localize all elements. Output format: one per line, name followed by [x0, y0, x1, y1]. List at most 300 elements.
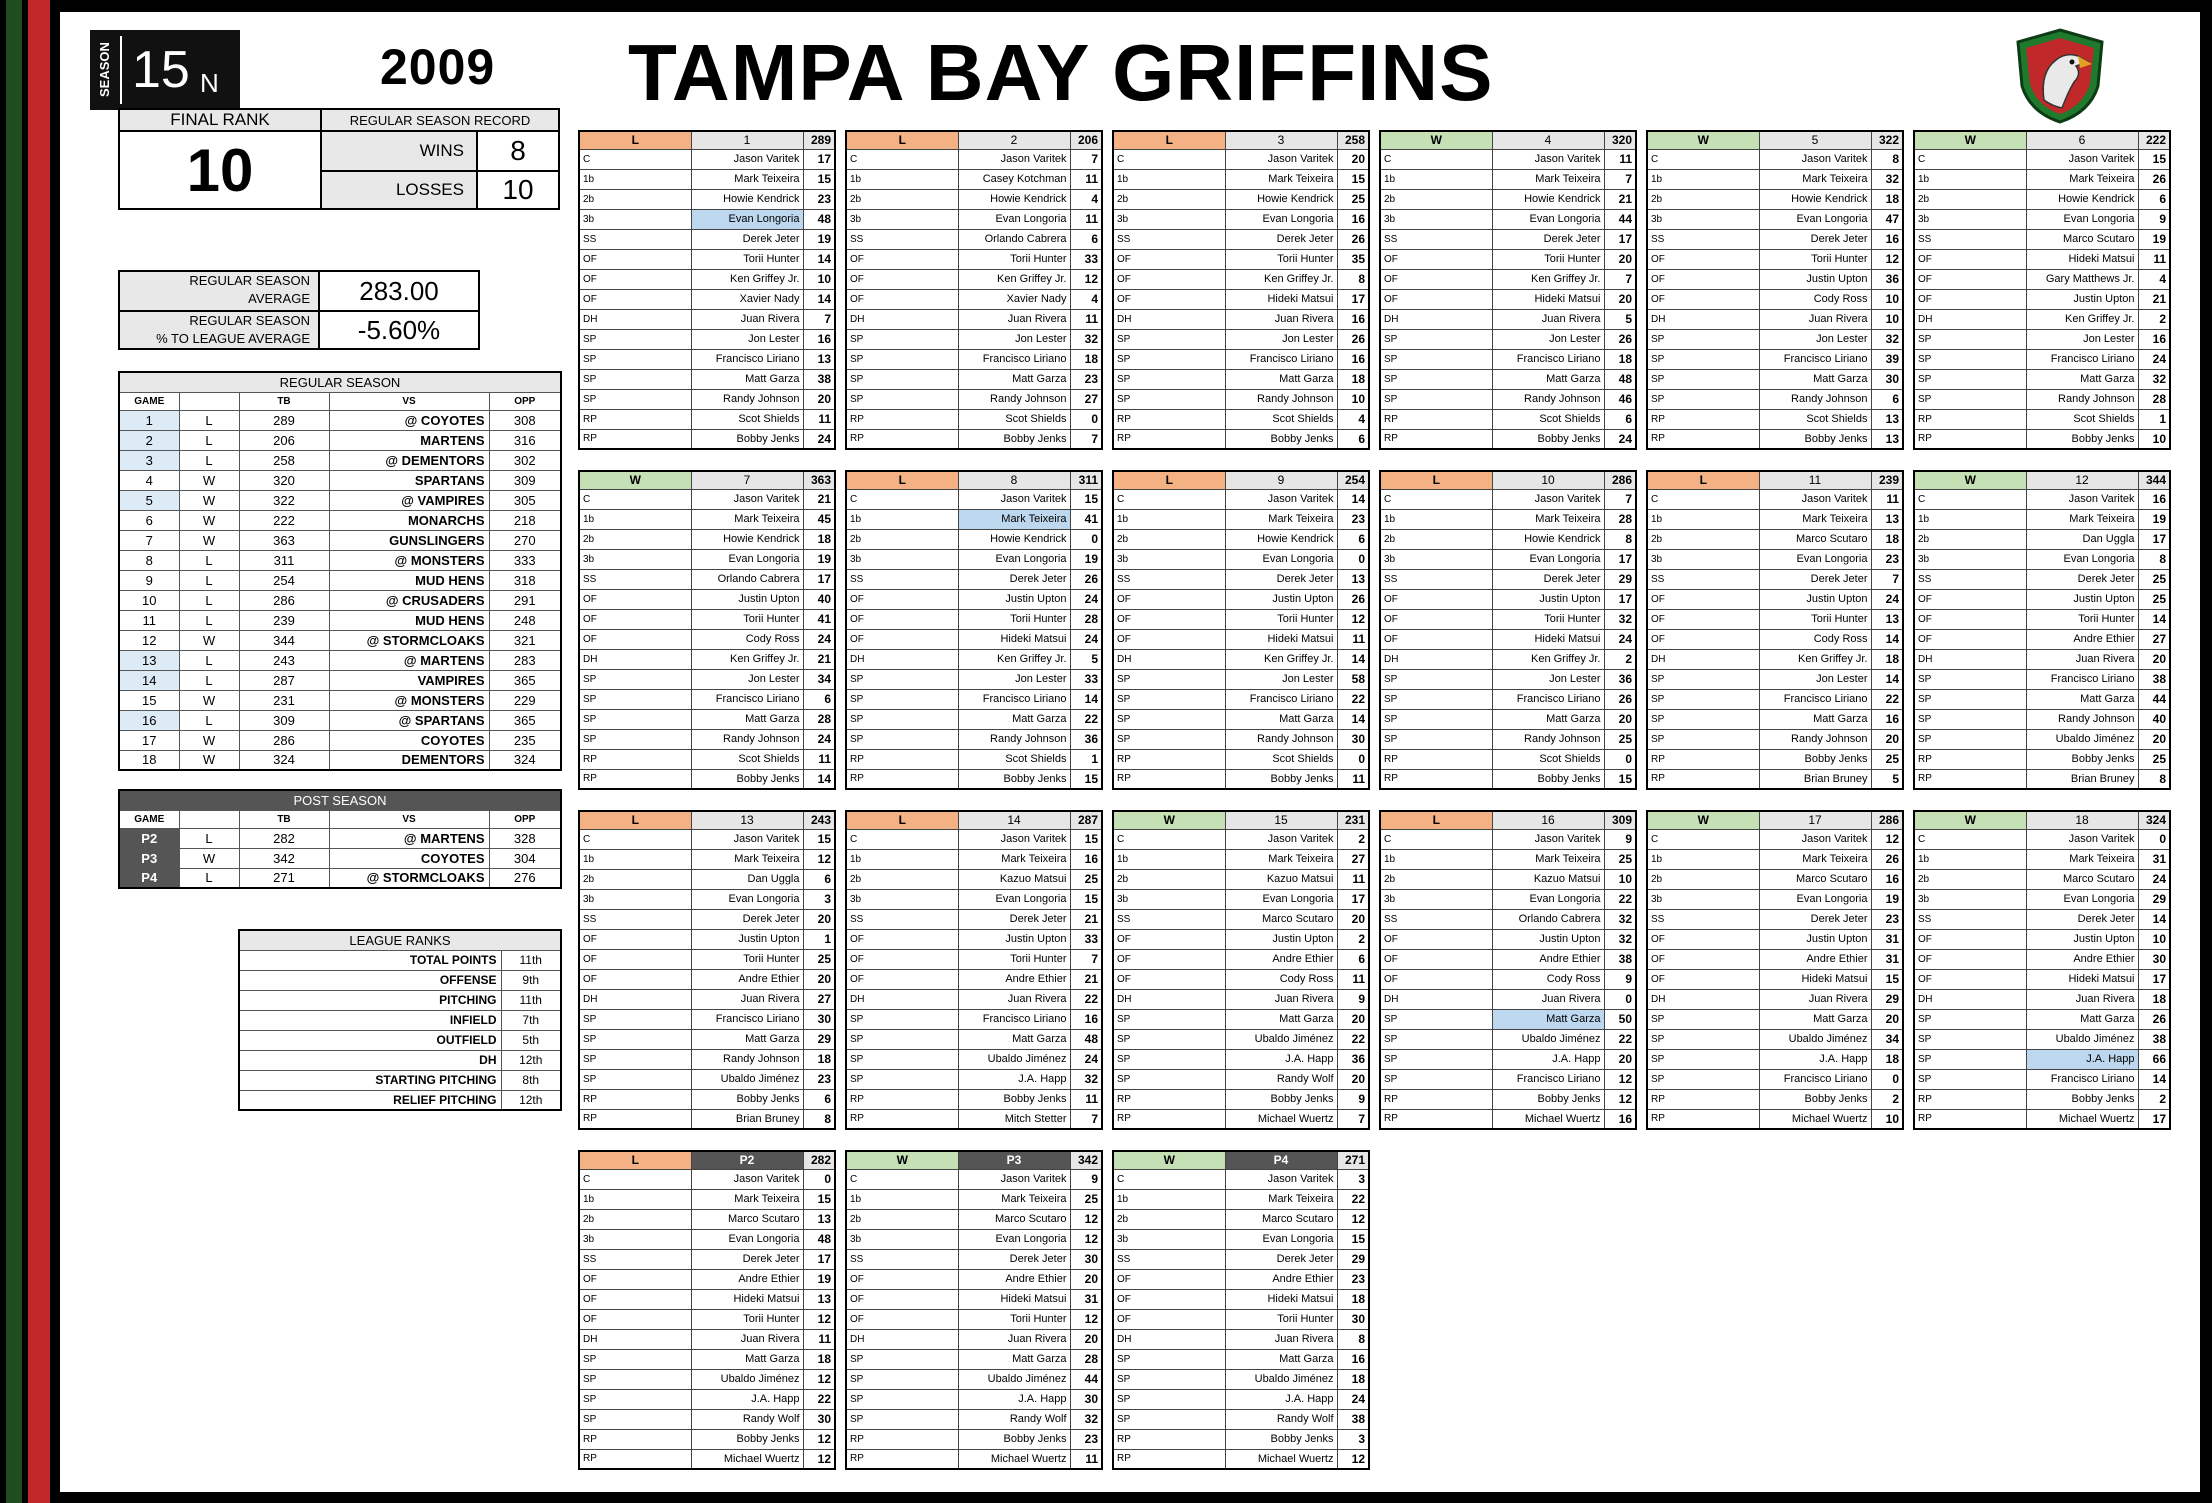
- position-label: OF: [1647, 969, 1759, 989]
- position-label: 3b: [846, 209, 958, 229]
- player-score: 26: [1604, 689, 1636, 709]
- player-row: [1647, 529, 1903, 549]
- player-row: [1113, 1269, 1369, 1289]
- position-label: OF: [1647, 949, 1759, 969]
- game-result-badge: W: [1647, 811, 1759, 829]
- position-label: RP: [1914, 1109, 2026, 1129]
- player-row: [579, 149, 835, 169]
- player-row: [579, 1429, 835, 1449]
- player-row: [1113, 389, 1369, 409]
- player-name: Evan Longoria: [2026, 209, 2138, 229]
- game-total: 239: [1871, 471, 1903, 489]
- player-name: Ken Griffey Jr.: [1225, 269, 1337, 289]
- position-label: OF: [1380, 269, 1492, 289]
- position-label: 3b: [1113, 1229, 1225, 1249]
- player-score: 2: [1871, 1089, 1903, 1109]
- player-name: Andre Ethier: [958, 1269, 1070, 1289]
- player-name: Bobby Jenks: [1759, 749, 1871, 769]
- position-label: DH: [1380, 989, 1492, 1009]
- regular-season-cell: GUNSLINGERS: [329, 530, 489, 550]
- player-row: [1914, 569, 2170, 589]
- position-label: OF: [1914, 629, 2026, 649]
- position-label: SS: [1113, 1249, 1225, 1269]
- player-row: [1380, 989, 1636, 1009]
- player-score: 18: [803, 529, 835, 549]
- position-label: DH: [579, 989, 691, 1009]
- game-total: 231: [1337, 811, 1369, 829]
- regular-season-cell: L: [179, 650, 239, 670]
- game-box-10: [1379, 470, 1637, 790]
- position-label: OF: [1647, 609, 1759, 629]
- regular-season-cell: 305: [489, 490, 561, 510]
- regular-season-cell: 322: [239, 490, 329, 510]
- player-score: 16: [2138, 329, 2170, 349]
- player-score: 11: [803, 1329, 835, 1349]
- player-row: [1647, 229, 1903, 249]
- player-score: 30: [803, 1409, 835, 1429]
- position-label: 3b: [846, 1229, 958, 1249]
- position-label: SS: [846, 569, 958, 589]
- position-label: 3b: [1914, 209, 2026, 229]
- player-row: [579, 729, 835, 749]
- position-label: SP: [579, 389, 691, 409]
- player-row: [1380, 509, 1636, 529]
- regular-season-row: [119, 610, 561, 630]
- position-label: 1b: [1380, 509, 1492, 529]
- position-label: SP: [1380, 349, 1492, 369]
- position-label: OF: [1380, 289, 1492, 309]
- player-name: Randy Wolf: [1225, 1409, 1337, 1429]
- player-name: Justin Upton: [691, 929, 803, 949]
- player-row: [579, 1389, 835, 1409]
- position-label: DH: [1914, 649, 2026, 669]
- player-row: [1380, 689, 1636, 709]
- position-label: OF: [1914, 609, 2026, 629]
- player-row: [1647, 729, 1903, 749]
- game-number: 12: [2026, 471, 2138, 489]
- player-name: Justin Upton: [1492, 929, 1604, 949]
- player-name: Juan Rivera: [691, 309, 803, 329]
- player-row: [1380, 1009, 1636, 1029]
- player-row: [1914, 989, 2170, 1009]
- player-row: [1914, 949, 2170, 969]
- game-total: 324: [2138, 811, 2170, 829]
- position-label: 3b: [579, 889, 691, 909]
- player-row: [1113, 1029, 1369, 1049]
- post-season-cell: L: [179, 868, 239, 888]
- player-score: 0: [1604, 989, 1636, 1009]
- position-label: SP: [1113, 389, 1225, 409]
- player-name: Brian Bruney: [2026, 769, 2138, 789]
- player-row: [846, 609, 1102, 629]
- player-score: 20: [1871, 729, 1903, 749]
- regular-season-cell: W: [179, 470, 239, 490]
- player-score: 11: [1070, 1449, 1102, 1469]
- player-name: Bobby Jenks: [691, 1089, 803, 1109]
- player-row: [1380, 849, 1636, 869]
- player-score: 16: [1337, 309, 1369, 329]
- post-season-cell: P2: [119, 828, 179, 848]
- player-score: 4: [1337, 409, 1369, 429]
- position-label: RP: [846, 1109, 958, 1129]
- player-row: [846, 549, 1102, 569]
- player-row: [579, 1349, 835, 1369]
- player-row: [1113, 769, 1369, 789]
- player-row: [1647, 509, 1903, 529]
- player-score: 10: [1337, 389, 1369, 409]
- player-row: [1113, 229, 1369, 249]
- player-name: Bobby Jenks: [1759, 429, 1871, 449]
- league-rank-row: [239, 1070, 561, 1090]
- player-score: 12: [803, 1449, 835, 1469]
- position-label: SS: [846, 1249, 958, 1269]
- position-label: DH: [1647, 309, 1759, 329]
- player-row: [1647, 569, 1903, 589]
- player-score: 25: [1070, 1189, 1102, 1209]
- player-score: 11: [1070, 1089, 1102, 1109]
- game-total: 342: [1070, 1151, 1102, 1169]
- player-name: Hideki Matsui: [2026, 249, 2138, 269]
- regular-season-col-header: GAME: [119, 392, 179, 410]
- player-row: [1113, 1169, 1369, 1189]
- player-row: [846, 569, 1102, 589]
- player-name: J.A. Happ: [691, 1389, 803, 1409]
- position-label: RP: [846, 1089, 958, 1109]
- position-label: SP: [846, 1349, 958, 1369]
- player-row: [1647, 549, 1903, 569]
- final-rank-value: 10: [186, 136, 254, 204]
- player-name: Michael Wuertz: [1225, 1449, 1337, 1469]
- player-name: J.A. Happ: [1759, 1049, 1871, 1069]
- game-result-badge: L: [846, 471, 958, 489]
- player-name: Cody Ross: [1225, 969, 1337, 989]
- player-name: Jon Lester: [1492, 669, 1604, 689]
- player-row: [579, 1009, 835, 1029]
- regular-season-col-header: VS: [329, 392, 489, 410]
- player-name: Mark Teixeira: [691, 849, 803, 869]
- game-number: 17: [1759, 811, 1871, 829]
- regular-season-cell: 365: [489, 670, 561, 690]
- player-row: [1914, 389, 2170, 409]
- position-label: 1b: [1113, 1189, 1225, 1209]
- player-row: [579, 909, 835, 929]
- player-name: Scot Shields: [1759, 409, 1871, 429]
- player-score: 66: [2138, 1049, 2170, 1069]
- player-score: 19: [1070, 549, 1102, 569]
- regular-season-cell: VAMPIRES: [329, 670, 489, 690]
- game-result-badge: W: [1914, 471, 2026, 489]
- position-label: 2b: [1380, 869, 1492, 889]
- player-score: 26: [2138, 1009, 2170, 1029]
- wins-label: WINS: [322, 132, 476, 170]
- player-name: Evan Longoria: [1225, 1229, 1337, 1249]
- player-score: 25: [1604, 729, 1636, 749]
- regular-season-cell: 13: [119, 650, 179, 670]
- player-row: [846, 1309, 1102, 1329]
- player-row: [579, 269, 835, 289]
- player-name: Hideki Matsui: [1492, 289, 1604, 309]
- player-row: [1113, 729, 1369, 749]
- player-score: 13: [803, 1289, 835, 1309]
- player-score: 16: [1070, 849, 1102, 869]
- regular-season-cell: @ COYOTES: [329, 410, 489, 430]
- regular-season-row: [119, 750, 561, 770]
- game-total: 286: [1604, 471, 1636, 489]
- player-score: 6: [803, 1089, 835, 1109]
- player-name: Torii Hunter: [691, 609, 803, 629]
- player-score: 8: [1337, 1329, 1369, 1349]
- regular-season-cell: 18: [119, 750, 179, 770]
- regular-season-row: [119, 410, 561, 430]
- record-label: REGULAR SEASON RECORD: [322, 110, 558, 130]
- position-label: SP: [1914, 689, 2026, 709]
- player-name: Derek Jeter: [691, 909, 803, 929]
- player-score: 25: [1604, 849, 1636, 869]
- player-name: Derek Jeter: [1225, 1249, 1337, 1269]
- player-row: [1380, 589, 1636, 609]
- player-row: [1914, 1029, 2170, 1049]
- player-name: Jason Varitek: [1225, 829, 1337, 849]
- player-row: [579, 1289, 835, 1309]
- position-label: SS: [1914, 569, 2026, 589]
- position-label: RP: [579, 429, 691, 449]
- player-name: Scot Shields: [1225, 749, 1337, 769]
- player-score: 29: [1337, 1249, 1369, 1269]
- position-label: DH: [579, 649, 691, 669]
- regular-season-cell: W: [179, 530, 239, 550]
- game-result-badge: W: [1113, 811, 1225, 829]
- player-row: [1113, 1409, 1369, 1429]
- position-label: SP: [1914, 1049, 2026, 1069]
- player-row: [1647, 349, 1903, 369]
- position-label: SS: [1113, 569, 1225, 589]
- position-label: RP: [1113, 769, 1225, 789]
- player-row: [1380, 969, 1636, 989]
- player-score: 26: [1337, 589, 1369, 609]
- player-name: Derek Jeter: [2026, 909, 2138, 929]
- player-name: Justin Upton: [1759, 929, 1871, 949]
- position-label: C: [1914, 489, 2026, 509]
- league-ranks-table: [238, 929, 562, 1111]
- player-score: 12: [1070, 1229, 1102, 1249]
- player-score: 23: [803, 1069, 835, 1089]
- player-name: Evan Longoria: [1225, 549, 1337, 569]
- position-label: DH: [1380, 309, 1492, 329]
- player-row: [846, 649, 1102, 669]
- player-row: [1380, 209, 1636, 229]
- player-score: 6: [803, 869, 835, 889]
- player-name: Evan Longoria: [1225, 889, 1337, 909]
- player-name: Ken Griffey Jr.: [2026, 309, 2138, 329]
- player-name: Mark Teixeira: [691, 1189, 803, 1209]
- player-name: Matt Garza: [1225, 709, 1337, 729]
- player-name: Derek Jeter: [1492, 229, 1604, 249]
- regular-season-cell: 308: [489, 410, 561, 430]
- player-score: 17: [803, 569, 835, 589]
- game-box-header: [1380, 811, 1636, 829]
- position-label: 3b: [846, 549, 958, 569]
- regular-season-cell: 14: [119, 670, 179, 690]
- position-label: 1b: [579, 509, 691, 529]
- game-result-badge: W: [1647, 131, 1759, 149]
- player-row: [846, 1329, 1102, 1349]
- player-name: Torii Hunter: [691, 249, 803, 269]
- player-name: Jason Varitek: [2026, 829, 2138, 849]
- regular-season-cell: W: [179, 690, 239, 710]
- position-label: 1b: [1113, 169, 1225, 189]
- player-name: Mark Teixeira: [958, 1189, 1070, 1209]
- position-label: SS: [846, 909, 958, 929]
- player-row: [1647, 369, 1903, 389]
- player-name: Mark Teixeira: [1225, 1189, 1337, 1209]
- player-row: [579, 289, 835, 309]
- season-badge: [90, 30, 240, 110]
- player-row: [579, 1049, 835, 1069]
- player-score: 13: [1337, 569, 1369, 589]
- position-label: RP: [1113, 1089, 1225, 1109]
- position-label: C: [846, 489, 958, 509]
- player-score: 0: [1070, 529, 1102, 549]
- game-box-P3: [845, 1150, 1103, 1470]
- player-score: 21: [803, 649, 835, 669]
- player-score: 36: [1070, 729, 1102, 749]
- player-name: Howie Kendrick: [1225, 529, 1337, 549]
- game-box-header: [579, 811, 835, 829]
- player-name: Andre Ethier: [1225, 1269, 1337, 1289]
- player-name: Michael Wuertz: [1225, 1109, 1337, 1129]
- player-row: [579, 769, 835, 789]
- player-row: [846, 1289, 1102, 1309]
- position-label: 1b: [1914, 509, 2026, 529]
- player-row: [1647, 969, 1903, 989]
- regular-season-cell: 270: [489, 530, 561, 550]
- position-label: SP: [1647, 369, 1759, 389]
- regular-season-cell: 4: [119, 470, 179, 490]
- game-number: 9: [1225, 471, 1337, 489]
- league-rank-row: [239, 1030, 561, 1050]
- player-row: [1380, 389, 1636, 409]
- player-name: Kazuo Matsui: [958, 869, 1070, 889]
- position-label: RP: [846, 769, 958, 789]
- game-box-header: [846, 131, 1102, 149]
- position-label: C: [579, 829, 691, 849]
- position-label: SP: [1380, 329, 1492, 349]
- position-label: SP: [1113, 1009, 1225, 1029]
- player-row: [846, 349, 1102, 369]
- position-label: RP: [579, 1109, 691, 1129]
- player-score: 12: [803, 849, 835, 869]
- player-score: 15: [1337, 169, 1369, 189]
- player-score: 21: [1604, 189, 1636, 209]
- player-row: [1113, 949, 1369, 969]
- player-row: [1647, 169, 1903, 189]
- league-rank-category: TOTAL POINTS: [239, 950, 501, 970]
- player-name: Randy Johnson: [1225, 729, 1337, 749]
- player-name: Jason Varitek: [691, 829, 803, 849]
- game-total: 206: [1070, 131, 1102, 149]
- player-name: Derek Jeter: [691, 229, 803, 249]
- regular-season-cell: 5: [119, 490, 179, 510]
- player-score: 2: [2138, 309, 2170, 329]
- position-label: OF: [1647, 589, 1759, 609]
- player-row: [846, 1349, 1102, 1369]
- player-score: 18: [1871, 529, 1903, 549]
- post-season-cell: 304: [489, 848, 561, 868]
- player-score: 20: [1337, 149, 1369, 169]
- player-row: [1647, 709, 1903, 729]
- player-row: [1914, 629, 2170, 649]
- player-score: 6: [1337, 429, 1369, 449]
- player-score: 1: [1070, 749, 1102, 769]
- player-score: 7: [1337, 1109, 1369, 1129]
- player-name: Howie Kendrick: [958, 529, 1070, 549]
- player-score: 18: [803, 1049, 835, 1069]
- player-score: 2: [2138, 1089, 2170, 1109]
- player-name: Jason Varitek: [958, 489, 1070, 509]
- player-score: 6: [1337, 529, 1369, 549]
- player-score: 9: [1604, 969, 1636, 989]
- position-label: SP: [1647, 1029, 1759, 1049]
- player-score: 26: [1871, 849, 1903, 869]
- player-row: [1380, 189, 1636, 209]
- position-label: OF: [1113, 929, 1225, 949]
- player-score: 15: [1070, 829, 1102, 849]
- player-score: 3: [803, 889, 835, 909]
- player-score: 26: [1070, 569, 1102, 589]
- player-name: Ken Griffey Jr.: [958, 649, 1070, 669]
- player-row: [579, 1169, 835, 1189]
- position-label: SS: [579, 1249, 691, 1269]
- league-rank-value: 12th: [501, 1050, 561, 1070]
- player-name: Ubaldo Jiménez: [1225, 1029, 1337, 1049]
- position-label: RP: [846, 749, 958, 769]
- position-label: 3b: [579, 209, 691, 229]
- regular-season-cell: 11: [119, 610, 179, 630]
- player-row: [579, 169, 835, 189]
- player-score: 20: [1337, 909, 1369, 929]
- player-score: 12: [1604, 1069, 1636, 1089]
- game-number: 15: [1225, 811, 1337, 829]
- player-score: 12: [1337, 1449, 1369, 1469]
- player-score: 32: [2138, 369, 2170, 389]
- position-label: 3b: [1914, 549, 2026, 569]
- player-row: [1647, 949, 1903, 969]
- regular-season-cell: W: [179, 730, 239, 750]
- position-label: 2b: [1113, 189, 1225, 209]
- game-box-6: [1913, 130, 2171, 450]
- player-row: [1113, 929, 1369, 949]
- player-score: 27: [1070, 389, 1102, 409]
- player-score: 6: [1871, 389, 1903, 409]
- position-label: SS: [1914, 909, 2026, 929]
- player-score: 16: [1337, 1349, 1369, 1369]
- player-name: Francisco Liriano: [1492, 1069, 1604, 1089]
- player-score: 27: [803, 989, 835, 1009]
- player-row: [846, 1109, 1102, 1129]
- position-label: SP: [846, 1409, 958, 1429]
- player-name: Marco Scutaro: [2026, 869, 2138, 889]
- league-rank-row: [239, 950, 561, 970]
- player-name: Howie Kendrick: [2026, 189, 2138, 209]
- player-row: [1647, 609, 1903, 629]
- regular-season-cell: 218: [489, 510, 561, 530]
- position-label: 2b: [846, 189, 958, 209]
- regular-season-cell: 1: [119, 410, 179, 430]
- player-row: [1113, 1449, 1369, 1469]
- player-score: 25: [1070, 869, 1102, 889]
- player-score: 24: [803, 629, 835, 649]
- position-label: OF: [1914, 249, 2026, 269]
